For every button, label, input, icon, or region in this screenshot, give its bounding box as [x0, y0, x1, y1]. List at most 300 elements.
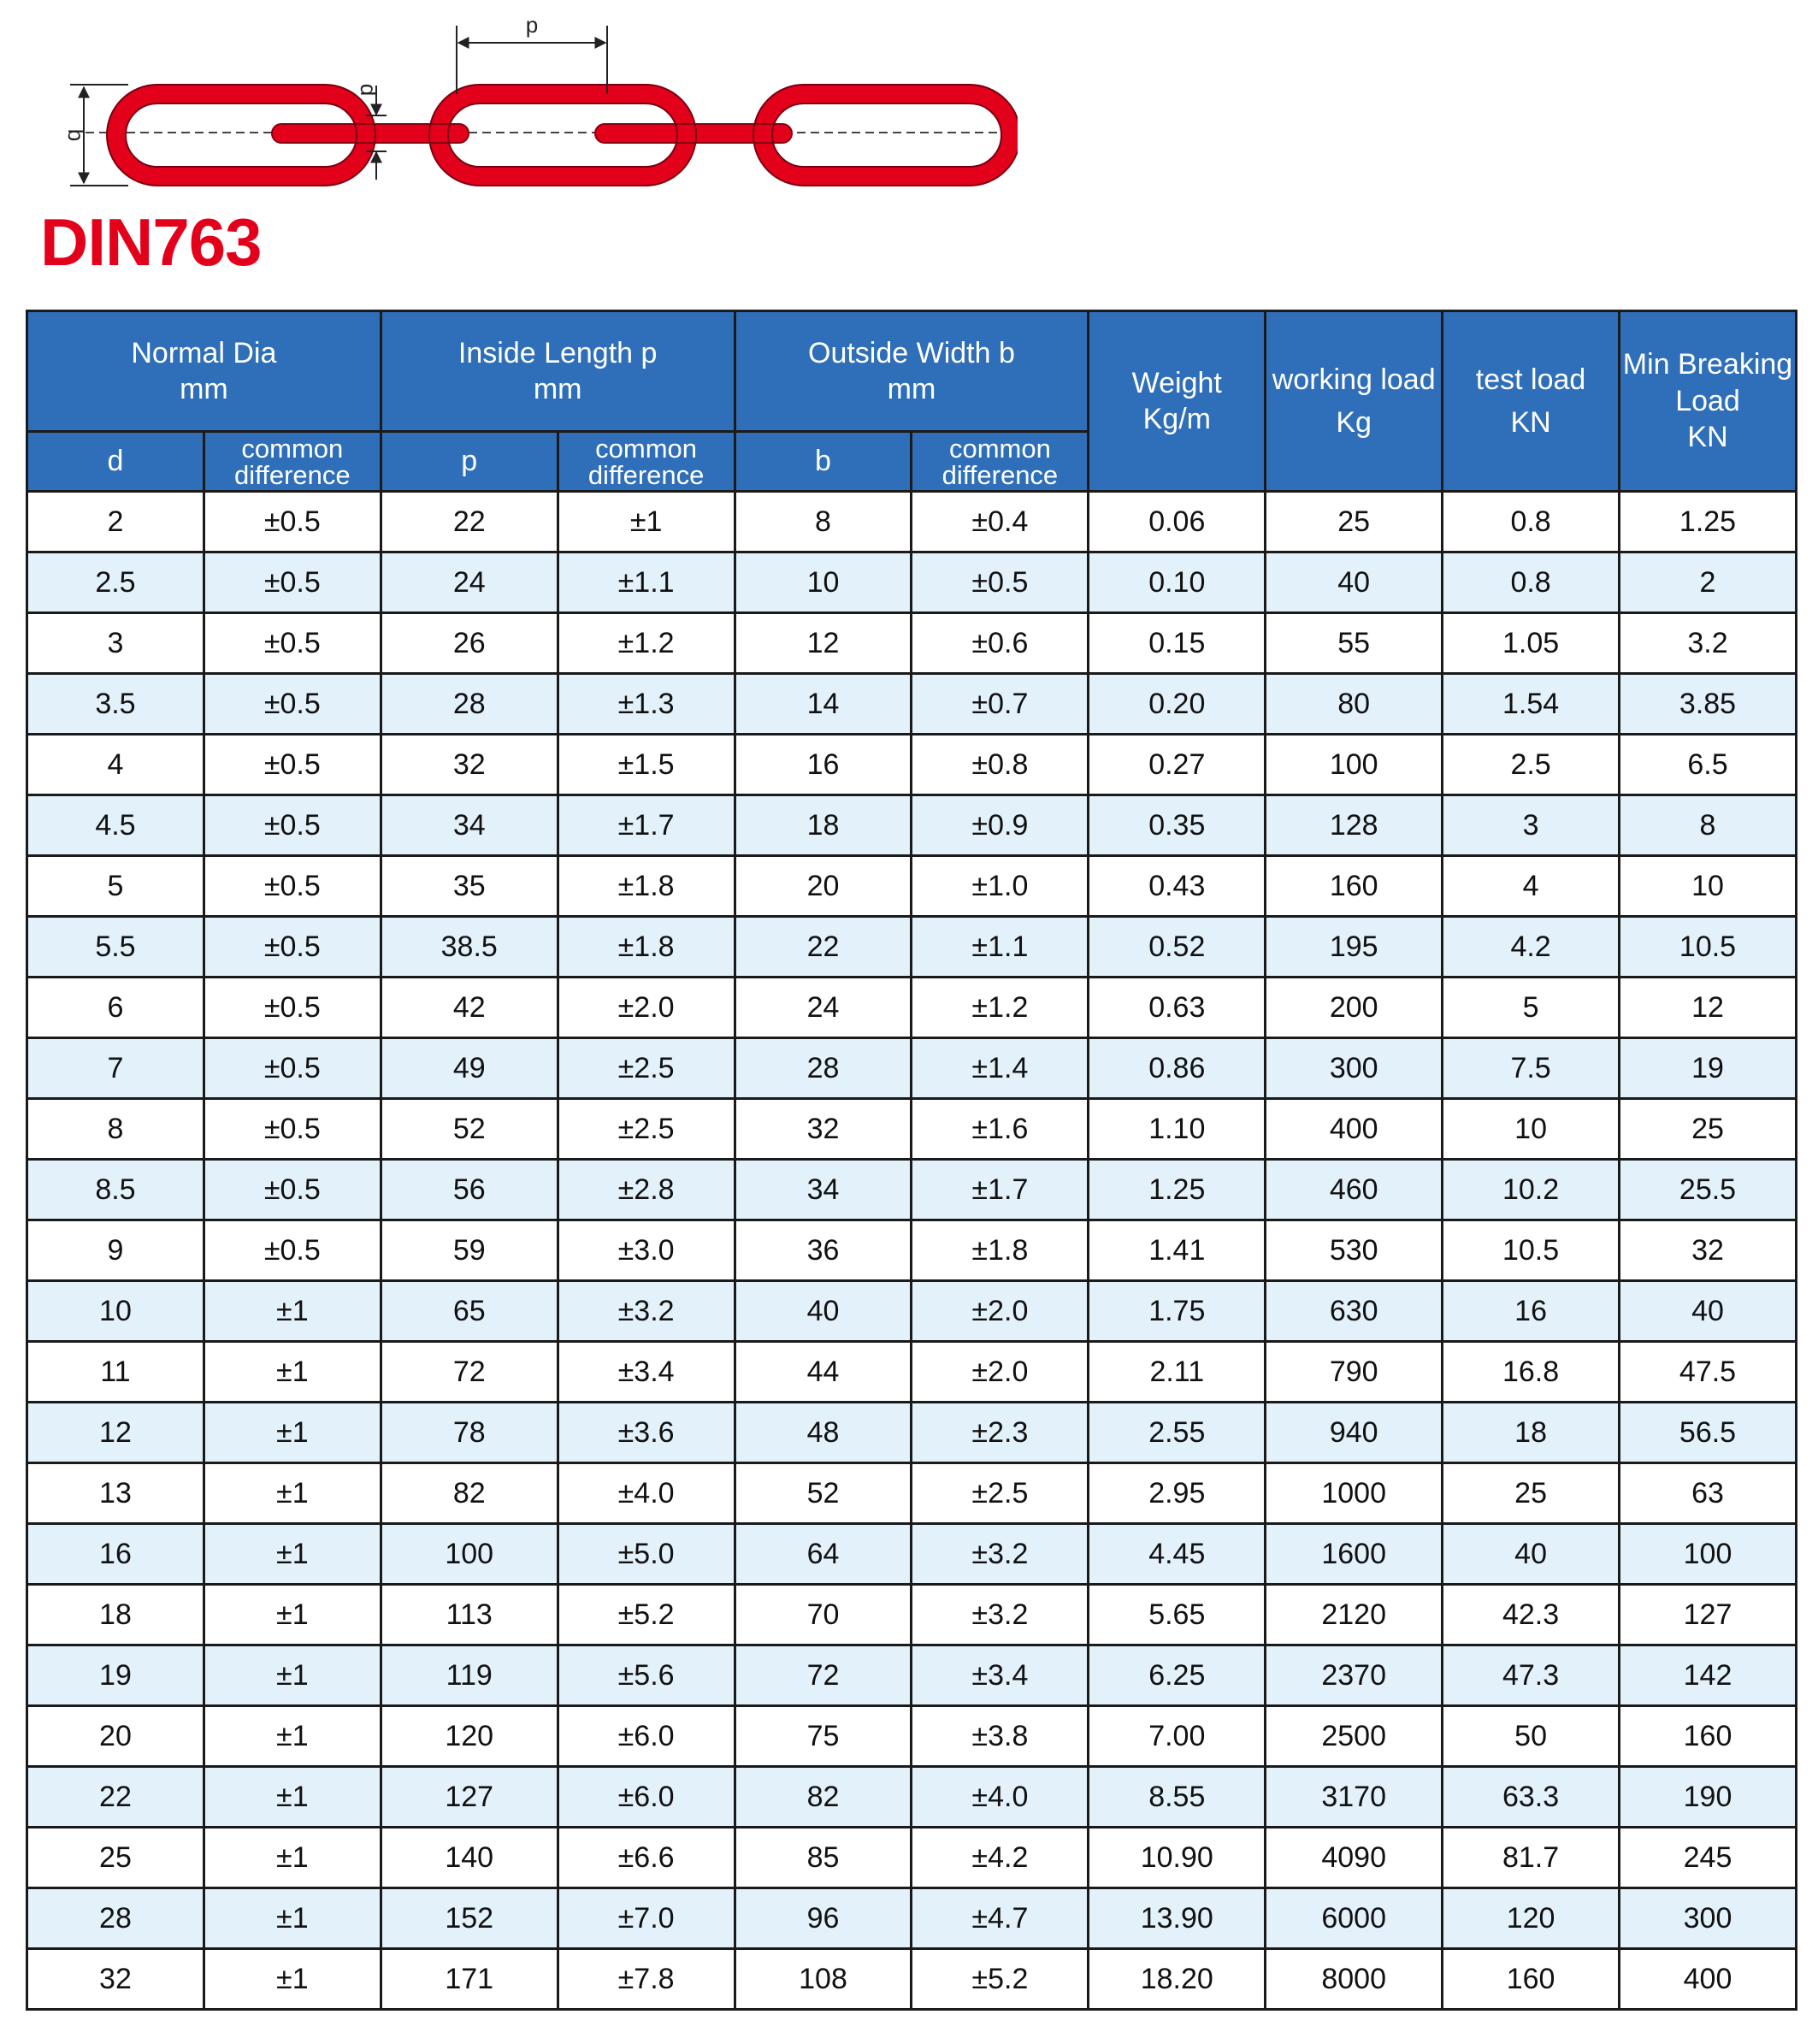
cell-weight: 1.75: [1089, 1281, 1266, 1342]
cell-test-load: 81.7: [1443, 1828, 1620, 1888]
cell-dia-diff: ±0.5: [204, 917, 381, 978]
cell-width-b: 34: [735, 1160, 912, 1220]
cell-working-load: 530: [1266, 1220, 1443, 1281]
cell-weight: 0.43: [1089, 856, 1266, 917]
cell-working-load: 1600: [1266, 1524, 1443, 1585]
cell-weight: 13.90: [1089, 1888, 1266, 1949]
cell-min-breaking-load: 300: [1620, 1888, 1797, 1949]
cell-test-load: 63.3: [1443, 1767, 1620, 1828]
cell-working-load: 300: [1266, 1038, 1443, 1099]
cell-weight: 0.63: [1089, 978, 1266, 1038]
cell-test-load: 10.5: [1443, 1220, 1620, 1281]
cell-working-load: 160: [1266, 856, 1443, 917]
cell-dia-diff: ±1: [204, 1281, 381, 1342]
table-row: [27, 1403, 1797, 1463]
cell-length-p: 22: [381, 492, 558, 552]
cell-dia-d: 22: [27, 1767, 204, 1828]
cell-dia-d: 19: [27, 1645, 204, 1706]
table-row: [27, 1160, 1797, 1220]
cell-length-diff: ±3.6: [558, 1403, 735, 1463]
cell-dia-diff: ±0.5: [204, 1038, 381, 1099]
cell-length-diff: ±2.0: [558, 978, 735, 1038]
cell-length-p: 32: [381, 735, 558, 795]
cell-dia-diff: ±1: [204, 1706, 381, 1767]
header-min-breaking-label: Min Breaking: [1622, 348, 1793, 381]
cell-length-diff: ±3.0: [558, 1220, 735, 1281]
cell-length-diff: ±7.0: [558, 1888, 735, 1949]
page-title: DIN763: [40, 204, 262, 280]
cell-length-diff: ±4.0: [558, 1463, 735, 1524]
cell-dia-d: 8: [27, 1099, 204, 1160]
cell-min-breaking-load: 32: [1620, 1220, 1797, 1281]
cell-length-diff: ±1.2: [558, 613, 735, 674]
cell-min-breaking-load: 10: [1620, 856, 1797, 917]
cell-weight: 1.41: [1089, 1220, 1266, 1281]
cell-weight: 0.52: [1089, 917, 1266, 978]
cell-width-b: 18: [735, 795, 912, 856]
cell-test-load: 160: [1443, 1949, 1620, 2010]
cell-working-load: 100: [1266, 735, 1443, 795]
cell-width-diff: ±0.4: [912, 492, 1089, 552]
cell-length-p: 56: [381, 1160, 558, 1220]
cell-length-diff: ±2.5: [558, 1038, 735, 1099]
cell-dia-diff: ±0.5: [204, 1160, 381, 1220]
cell-min-breaking-load: 160: [1620, 1706, 1797, 1767]
cell-min-breaking-load: 190: [1620, 1767, 1797, 1828]
subheader-difference: difference: [234, 459, 351, 490]
cell-length-p: 28: [381, 674, 558, 735]
cell-dia-d: 25: [27, 1828, 204, 1888]
header-min-breaking-unit: KN: [1687, 421, 1728, 454]
table-row: [27, 1281, 1797, 1342]
cell-width-b: 22: [735, 917, 912, 978]
cell-min-breaking-load: 8: [1620, 795, 1797, 856]
cell-weight: 0.10: [1089, 552, 1266, 613]
cell-test-load: 47.3: [1443, 1645, 1620, 1706]
header-min-breaking-load: [1620, 311, 1797, 492]
chain-diagram: [51, 9, 1018, 188]
cell-dia-diff: ±0.5: [204, 1220, 381, 1281]
cell-dia-diff: ±1: [204, 1403, 381, 1463]
cell-length-p: 65: [381, 1281, 558, 1342]
cell-working-load: 2370: [1266, 1645, 1443, 1706]
cell-width-b: 20: [735, 856, 912, 917]
cell-length-diff: ±1.3: [558, 674, 735, 735]
table-row: [27, 1585, 1797, 1645]
subheader-difference: difference: [941, 459, 1059, 490]
header-weight-unit: Kg/m: [1142, 403, 1211, 435]
cell-weight: 4.45: [1089, 1524, 1266, 1585]
cell-weight: 7.00: [1089, 1706, 1266, 1767]
cell-width-diff: ±4.2: [912, 1828, 1089, 1888]
cell-dia-diff: ±0.5: [204, 613, 381, 674]
cell-width-diff: ±3.4: [912, 1645, 1089, 1706]
cell-width-b: 70: [735, 1585, 912, 1645]
cell-dia-diff: ±0.5: [204, 552, 381, 613]
cell-min-breaking-load: 25: [1620, 1099, 1797, 1160]
cell-dia-d: 7: [27, 1038, 204, 1099]
cell-dia-d: 9: [27, 1220, 204, 1281]
chain-link-connector-2: [595, 124, 792, 143]
subheader-common-difference-p: [558, 432, 735, 492]
cell-dia-d: 32: [27, 1949, 204, 2010]
cell-min-breaking-load: 245: [1620, 1828, 1797, 1888]
cell-width-diff: ±1.6: [912, 1099, 1089, 1160]
header-test-load-label: test load: [1475, 363, 1586, 396]
cell-test-load: 25: [1443, 1463, 1620, 1524]
table-row: [27, 1524, 1797, 1585]
b-dimension-label: b: [63, 128, 89, 142]
cell-test-load: 1.54: [1443, 674, 1620, 735]
table-row: [27, 1099, 1797, 1160]
cell-working-load: 460: [1266, 1160, 1443, 1220]
table-row: [27, 795, 1797, 856]
cell-min-breaking-load: 25.5: [1620, 1160, 1797, 1220]
cell-test-load: 0.8: [1443, 492, 1620, 552]
cell-width-b: 64: [735, 1524, 912, 1585]
cell-dia-diff: ±1: [204, 1767, 381, 1828]
table-row: [27, 917, 1797, 978]
header-test-load-unit: KN: [1510, 406, 1551, 439]
cell-dia-d: 3.5: [27, 674, 204, 735]
cell-weight: 0.06: [1089, 492, 1266, 552]
cell-dia-diff: ±0.5: [204, 978, 381, 1038]
chain-link-connector-1: [272, 124, 469, 143]
cell-min-breaking-load: 127: [1620, 1585, 1797, 1645]
cell-min-breaking-load: 10.5: [1620, 917, 1797, 978]
cell-working-load: 630: [1266, 1281, 1443, 1342]
table-row: [27, 1767, 1797, 1828]
cell-working-load: 6000: [1266, 1888, 1443, 1949]
table-body: [27, 492, 1797, 2010]
cell-working-load: 2120: [1266, 1585, 1443, 1645]
cell-dia-d: 13: [27, 1463, 204, 1524]
cell-test-load: 4: [1443, 856, 1620, 917]
cell-length-diff: ±5.2: [558, 1585, 735, 1645]
cell-dia-diff: ±1: [204, 1645, 381, 1706]
cell-test-load: 50: [1443, 1706, 1620, 1767]
cell-min-breaking-load: 19: [1620, 1038, 1797, 1099]
cell-min-breaking-load: 40: [1620, 1281, 1797, 1342]
cell-length-diff: ±5.6: [558, 1645, 735, 1706]
cell-length-p: 127: [381, 1767, 558, 1828]
cell-length-p: 35: [381, 856, 558, 917]
subheader-common: common: [948, 433, 1051, 464]
din763-spec-table: [26, 310, 1797, 2011]
cell-length-p: 24: [381, 552, 558, 613]
cell-min-breaking-load: 47.5: [1620, 1342, 1797, 1403]
header-test-load: [1443, 311, 1620, 492]
cell-weight: 1.25: [1089, 1160, 1266, 1220]
cell-width-b: 96: [735, 1888, 912, 1949]
header-outside-width: [735, 311, 1089, 432]
cell-length-p: 120: [381, 1706, 558, 1767]
cell-length-p: 26: [381, 613, 558, 674]
cell-width-b: 48: [735, 1403, 912, 1463]
cell-dia-diff: ±1: [204, 1342, 381, 1403]
subheader-common: common: [241, 433, 344, 464]
table-row: [27, 492, 1797, 552]
table-row: [27, 1949, 1797, 2010]
cell-dia-diff: ±0.5: [204, 795, 381, 856]
cell-width-diff: ±2.3: [912, 1403, 1089, 1463]
cell-test-load: 0.8: [1443, 552, 1620, 613]
cell-length-diff: ±5.0: [558, 1524, 735, 1585]
cell-dia-d: 28: [27, 1888, 204, 1949]
cell-test-load: 42.3: [1443, 1585, 1620, 1645]
cell-length-diff: ±1.8: [558, 917, 735, 978]
cell-dia-d: 5.5: [27, 917, 204, 978]
cell-length-p: 49: [381, 1038, 558, 1099]
table-row: [27, 552, 1797, 613]
cell-working-load: 40: [1266, 552, 1443, 613]
cell-width-diff: ±1.4: [912, 1038, 1089, 1099]
cell-dia-diff: ±1: [204, 1888, 381, 1949]
cell-width-b: 44: [735, 1342, 912, 1403]
subheader-d: d: [27, 432, 204, 492]
cell-min-breaking-load: 63: [1620, 1463, 1797, 1524]
cell-dia-d: 2.5: [27, 552, 204, 613]
cell-working-load: 790: [1266, 1342, 1443, 1403]
table-row: [27, 978, 1797, 1038]
cell-weight: 18.20: [1089, 1949, 1266, 2010]
subheader-common: common: [595, 433, 698, 464]
cell-min-breaking-load: 1.25: [1620, 492, 1797, 552]
cell-length-diff: ±7.8: [558, 1949, 735, 2010]
cell-weight: 6.25: [1089, 1645, 1266, 1706]
cell-working-load: 8000: [1266, 1949, 1443, 2010]
cell-width-diff: ±3.8: [912, 1706, 1089, 1767]
cell-dia-diff: ±1: [204, 1463, 381, 1524]
header-inside-length-unit: mm: [533, 373, 582, 405]
cell-width-diff: ±0.8: [912, 735, 1089, 795]
cell-weight: 0.35: [1089, 795, 1266, 856]
cell-test-load: 10: [1443, 1099, 1620, 1160]
cell-length-diff: ±1.7: [558, 795, 735, 856]
cell-test-load: 1.05: [1443, 613, 1620, 674]
cell-working-load: 195: [1266, 917, 1443, 978]
table-row: [27, 1342, 1797, 1403]
cell-working-load: 1000: [1266, 1463, 1443, 1524]
cell-length-diff: ±1.5: [558, 735, 735, 795]
header-working-load: [1266, 311, 1443, 492]
cell-length-p: 72: [381, 1342, 558, 1403]
header-inside-length: [381, 311, 735, 432]
cell-width-diff: ±1.1: [912, 917, 1089, 978]
cell-length-p: 113: [381, 1585, 558, 1645]
cell-test-load: 40: [1443, 1524, 1620, 1585]
cell-min-breaking-load: 100: [1620, 1524, 1797, 1585]
cell-min-breaking-load: 2: [1620, 552, 1797, 613]
cell-length-diff: ±2.8: [558, 1160, 735, 1220]
subheader-difference: difference: [587, 459, 705, 490]
cell-length-p: 42: [381, 978, 558, 1038]
cell-width-b: 85: [735, 1828, 912, 1888]
cell-dia-d: 5: [27, 856, 204, 917]
cell-width-b: 82: [735, 1767, 912, 1828]
table-row: [27, 856, 1797, 917]
cell-working-load: 25: [1266, 492, 1443, 552]
cell-test-load: 10.2: [1443, 1160, 1620, 1220]
table-row: [27, 1463, 1797, 1524]
cell-width-diff: ±2.0: [912, 1281, 1089, 1342]
cell-min-breaking-load: 56.5: [1620, 1403, 1797, 1463]
cell-dia-d: 2: [27, 492, 204, 552]
cell-length-p: 171: [381, 1949, 558, 2010]
chain-link-right: [763, 94, 1011, 176]
table-row: [27, 735, 1797, 795]
cell-working-load: 4090: [1266, 1828, 1443, 1888]
cell-test-load: 16: [1443, 1281, 1620, 1342]
cell-width-diff: ±3.2: [912, 1585, 1089, 1645]
subheader-common-difference-b: [912, 432, 1089, 492]
cell-working-load: 55: [1266, 613, 1443, 674]
cell-weight: 5.65: [1089, 1585, 1266, 1645]
cell-weight: 0.15: [1089, 613, 1266, 674]
cell-weight: 0.86: [1089, 1038, 1266, 1099]
header-normal-dia-label: Normal Dia: [131, 336, 277, 369]
cell-width-b: 52: [735, 1463, 912, 1524]
cell-test-load: 120: [1443, 1888, 1620, 1949]
cell-min-breaking-load: 142: [1620, 1645, 1797, 1706]
cell-width-b: 36: [735, 1220, 912, 1281]
subheader-b: b: [735, 432, 912, 492]
cell-width-b: 72: [735, 1645, 912, 1706]
cell-working-load: 400: [1266, 1099, 1443, 1160]
cell-length-p: 82: [381, 1463, 558, 1524]
cell-dia-diff: ±0.5: [204, 856, 381, 917]
cell-width-diff: ±4.7: [912, 1888, 1089, 1949]
cell-dia-d: 4.5: [27, 795, 204, 856]
cell-dia-d: 18: [27, 1585, 204, 1645]
cell-width-diff: ±5.2: [912, 1949, 1089, 2010]
cell-weight: 1.10: [1089, 1099, 1266, 1160]
cell-dia-diff: ±0.5: [204, 1099, 381, 1160]
table-row: [27, 674, 1797, 735]
table-row: [27, 1706, 1797, 1767]
header-inside-length-label: Inside Length p: [457, 336, 658, 369]
cell-dia-d: 12: [27, 1403, 204, 1463]
cell-test-load: 4.2: [1443, 917, 1620, 978]
cell-length-p: 78: [381, 1403, 558, 1463]
cell-working-load: 200: [1266, 978, 1443, 1038]
header-weight-label: Weight: [1131, 366, 1222, 399]
cell-width-b: 14: [735, 674, 912, 735]
cell-min-breaking-load: 12: [1620, 978, 1797, 1038]
cell-width-b: 12: [735, 613, 912, 674]
cell-width-b: 32: [735, 1099, 912, 1160]
cell-width-diff: ±1.7: [912, 1160, 1089, 1220]
cell-width-diff: ±3.2: [912, 1524, 1089, 1585]
table-row: [27, 1038, 1797, 1099]
cell-width-b: 8: [735, 492, 912, 552]
cell-length-diff: ±1.8: [558, 856, 735, 917]
cell-weight: 2.95: [1089, 1463, 1266, 1524]
cell-min-breaking-load: 3.2: [1620, 613, 1797, 674]
header-min-breaking-label-2: Load: [1675, 384, 1740, 417]
cell-width-diff: ±0.9: [912, 795, 1089, 856]
cell-min-breaking-load: 3.85: [1620, 674, 1797, 735]
cell-working-load: 80: [1266, 674, 1443, 735]
cell-length-diff: ±3.2: [558, 1281, 735, 1342]
cell-length-diff: ±1.1: [558, 552, 735, 613]
cell-dia-diff: ±1: [204, 1524, 381, 1585]
cell-test-load: 5: [1443, 978, 1620, 1038]
table-row: [27, 1220, 1797, 1281]
cell-test-load: 16.8: [1443, 1342, 1620, 1403]
cell-length-diff: ±3.4: [558, 1342, 735, 1403]
header-working-load-unit: Kg: [1336, 406, 1372, 439]
cell-width-b: 75: [735, 1706, 912, 1767]
cell-length-diff: ±6.0: [558, 1767, 735, 1828]
cell-test-load: 7.5: [1443, 1038, 1620, 1099]
header-normal-dia-unit: mm: [180, 373, 228, 405]
cell-width-b: 40: [735, 1281, 912, 1342]
cell-dia-d: 16: [27, 1524, 204, 1585]
cell-dia-d: 4: [27, 735, 204, 795]
cell-length-diff: ±6.0: [558, 1706, 735, 1767]
cell-width-b: 28: [735, 1038, 912, 1099]
cell-dia-d: 3: [27, 613, 204, 674]
cell-dia-diff: ±0.5: [204, 492, 381, 552]
cell-dia-diff: ±0.5: [204, 735, 381, 795]
cell-width-diff: ±1.2: [912, 978, 1089, 1038]
table-row: [27, 613, 1797, 674]
cell-length-diff: ±6.6: [558, 1828, 735, 1888]
cell-length-diff: ±2.5: [558, 1099, 735, 1160]
cell-length-p: 52: [381, 1099, 558, 1160]
cell-dia-diff: ±0.5: [204, 674, 381, 735]
cell-length-p: 59: [381, 1220, 558, 1281]
p-dimension-label: p: [525, 12, 539, 38]
cell-dia-d: 20: [27, 1706, 204, 1767]
cell-width-diff: ±0.7: [912, 674, 1089, 735]
cell-length-p: 100: [381, 1524, 558, 1585]
cell-dia-diff: ±1: [204, 1828, 381, 1888]
cell-test-load: 3: [1443, 795, 1620, 856]
cell-weight: 8.55: [1089, 1767, 1266, 1828]
cell-weight: 0.27: [1089, 735, 1266, 795]
table-row: [27, 1888, 1797, 1949]
table-row: [27, 1645, 1797, 1706]
cell-width-b: 24: [735, 978, 912, 1038]
cell-weight: 2.11: [1089, 1342, 1266, 1403]
cell-working-load: 940: [1266, 1403, 1443, 1463]
cell-working-load: 2500: [1266, 1706, 1443, 1767]
cell-width-diff: ±2.0: [912, 1342, 1089, 1403]
cell-width-diff: ±1.8: [912, 1220, 1089, 1281]
subheader-p: p: [381, 432, 558, 492]
cell-length-p: 119: [381, 1645, 558, 1706]
cell-test-load: 18: [1443, 1403, 1620, 1463]
cell-weight: 10.90: [1089, 1828, 1266, 1888]
header-outside-width-label: Outside Width b: [808, 336, 1015, 369]
header-normal-dia: [27, 311, 381, 432]
cell-dia-diff: ±1: [204, 1949, 381, 2010]
table-row: [27, 1828, 1797, 1888]
cell-min-breaking-load: 6.5: [1620, 735, 1797, 795]
cell-length-p: 140: [381, 1828, 558, 1888]
cell-width-b: 10: [735, 552, 912, 613]
cell-dia-diff: ±1: [204, 1585, 381, 1645]
cell-weight: 2.55: [1089, 1403, 1266, 1463]
cell-working-load: 128: [1266, 795, 1443, 856]
cell-length-p: 34: [381, 795, 558, 856]
cell-dia-d: 10: [27, 1281, 204, 1342]
cell-width-b: 108: [735, 1949, 912, 2010]
cell-width-b: 16: [735, 735, 912, 795]
cell-width-diff: ±2.5: [912, 1463, 1089, 1524]
